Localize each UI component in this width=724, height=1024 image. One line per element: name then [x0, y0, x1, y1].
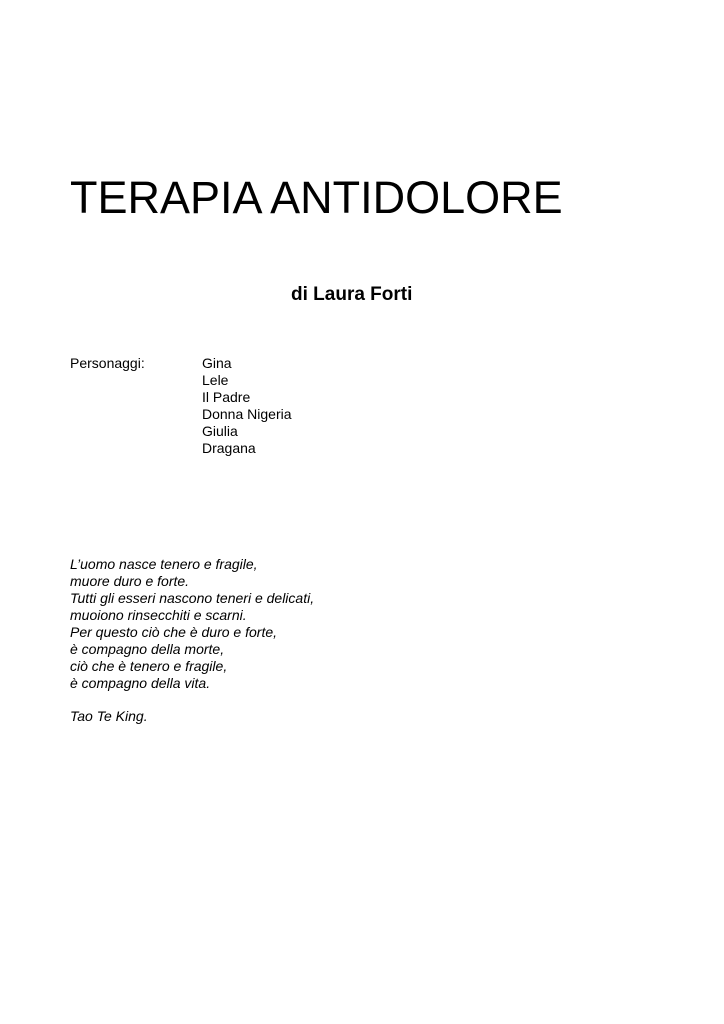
- epigraph-line: Tutti gli esseri nascono teneri e delicati,: [70, 590, 315, 606]
- epigraph-line: è compagno della vita.: [70, 675, 211, 691]
- document-title: TERAPIA ANTIDOLORE: [70, 172, 563, 223]
- epigraph-line: ciò che è tenero e fragile,: [70, 658, 228, 674]
- character-name: Giulia: [202, 423, 238, 439]
- epigraph-source: Tao Te King.: [70, 708, 148, 724]
- epigraph-line: L’uomo nasce tenero e fragile,: [70, 556, 258, 572]
- character-name: Gina: [202, 355, 232, 371]
- epigraph-line: Per questo ciò che è duro e forte,: [70, 624, 278, 640]
- epigraph-line: muore duro e forte.: [70, 573, 190, 589]
- cast-label: Personaggi:: [70, 355, 145, 371]
- character-name: Lele: [202, 372, 229, 388]
- character-name: Donna Nigeria: [202, 406, 292, 422]
- character-name: Dragana: [202, 440, 256, 456]
- epigraph: [70, 556, 314, 692]
- character-name: Il Padre: [202, 389, 251, 405]
- cast-list: [202, 355, 292, 457]
- epigraph-line: è compagno della morte,: [70, 641, 225, 657]
- epigraph-line: muoiono rinsecchiti e scarni.: [70, 607, 247, 623]
- author-line: di Laura Forti: [291, 284, 413, 305]
